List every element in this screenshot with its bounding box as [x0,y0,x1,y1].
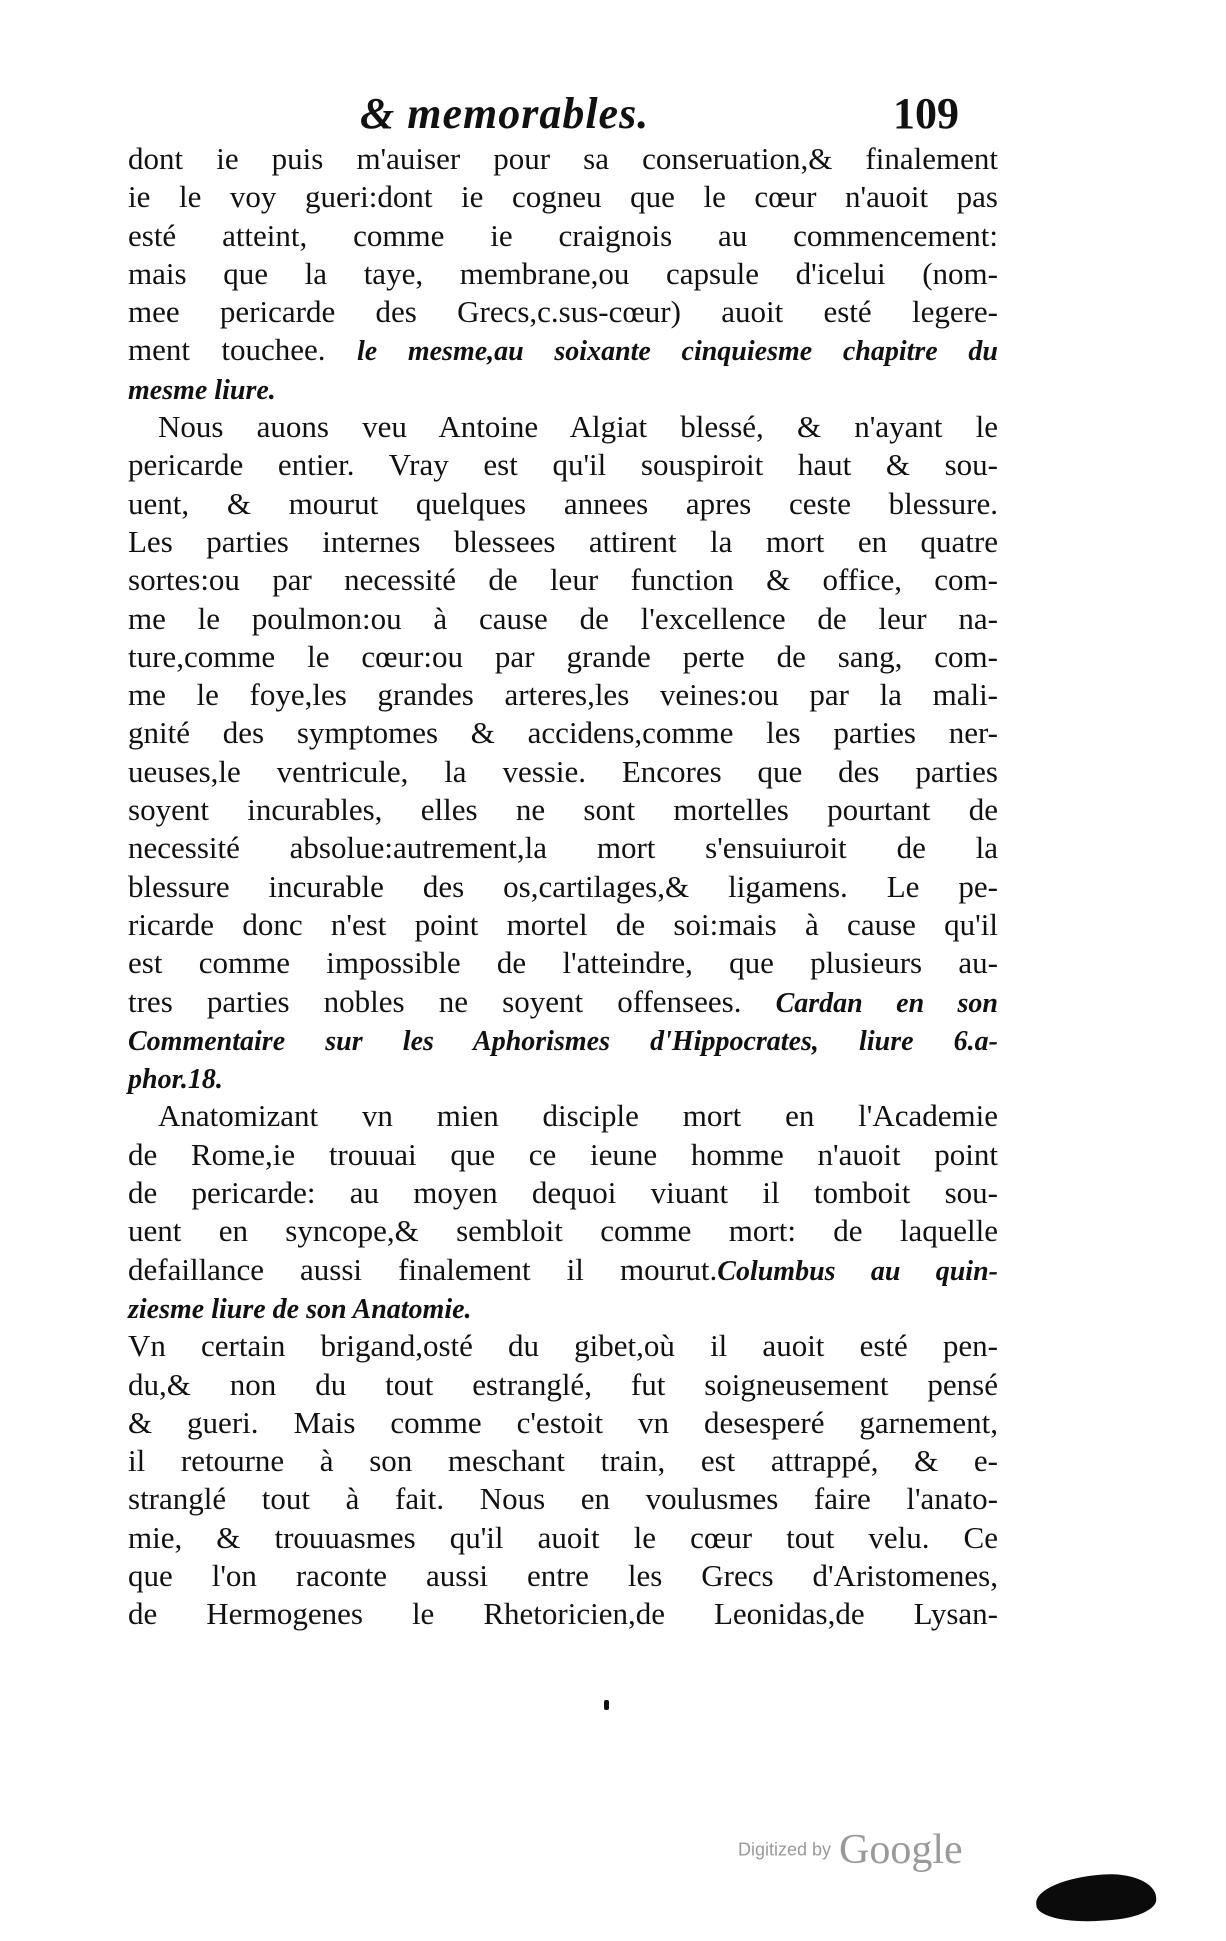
text-line-with-citation [128,983,998,1021]
running-title: & memorables. [360,89,650,138]
watermark-prefix: Digitized by [738,1839,832,1860]
text-line: soyent incurables, elles ne sont mortelles pourtant de [128,792,998,828]
text-line: blessure incurable des os,cartilages,& ligamens. Le pe- [128,868,998,904]
text-line: de Rome,ie trouuai que ce ieune homme n'auoit point [128,1136,998,1172]
text-line: que l'on raconte aussi entre les Grecs d'Aristomenes, [128,1557,998,1593]
text-line: est comme impossible de l'atteindre, que plusieurs au- [128,945,998,981]
text-line-with-citation [128,331,998,369]
citation-line [128,370,998,408]
text-line: de Hermogenes le Rhetoricien,de Leonidas,de Lysan- [128,1596,998,1632]
text-fragment: tres parties nobles ne soyent offensees. [128,983,742,1019]
ink-speck [604,1700,609,1710]
digitization-watermark [738,1826,963,1874]
watermark-brand: Google [839,1827,963,1873]
text-line: de pericarde: au moyen dequoi viuant il tomboit sou- [128,1175,998,1211]
page-number: 109 [893,89,959,138]
text-line: mee pericarde des Grecs,c.sus-cœur) auoit esté legere- [128,294,998,330]
citation: phor.18. [128,1064,223,1096]
text-line: ie le voy gueri:dont ie cogneu que le cœur n'auoit pas [128,179,998,215]
text-line: il retourne à son meschant train, est attrappé, & e- [128,1443,998,1479]
text-line: necessité absolue:autrement,la mort s'ensuiuroit de la [128,830,998,866]
text-line: me le poulmon:ou à cause de l'excellence de leur na- [128,600,998,636]
citation: ziesme liure de son Anatomie. [128,1293,472,1325]
text-line: esté atteint, comme ie craignois au commencement: [128,217,998,253]
citation-line [128,1289,998,1327]
text-line: dont ie puis m'auiser pour sa conseruation,& finalement [128,141,998,176]
citation: le mesme,au soixante cinquiesme chapitre du [356,336,998,368]
text-line: ueuses,le ventricule, la vessie. Encores que des parties [128,753,998,789]
text-fragment: ment touchee. [128,332,326,368]
text-line: stranglé tout à fait. Nous en voulusmes faire l'anato- [128,1481,998,1517]
text-line: gnité des symptomes & accidens,comme les parties ner- [128,715,998,751]
ink-blot [1035,1871,1158,1925]
text-line: ture,comme le cœur:ou par grande perte de sang, com- [128,638,998,674]
text-line: mie, & trouuasmes qu'il auoit le cœur tout velu. Ce [128,1519,998,1555]
text-line: Anatomizant vn mien disciple mort en l'Academie [158,1098,998,1134]
citation: Cardan en son [775,987,998,1019]
text-line: Vn certain brigand,osté du gibet,où il auoit esté pen- [128,1328,998,1364]
citation: Columbus au quin- [717,1255,998,1287]
text-line: uent, & mourut quelques annees apres ceste blessure. [128,485,998,521]
text-line: Les parties internes blessees attirent la mort en quatre [128,523,998,559]
citation: Commentaire sur les Aphorismes d'Hippocrates, liure 6.a- [128,1025,998,1057]
text-line: uent en syncope,& sembloit comme mort: de laquelle [128,1213,998,1249]
citation: mesme liure. [128,374,276,406]
text-fragment: defaillance aussi finalement il mourut. [128,1251,718,1287]
text-line: me le foye,les grandes arteres,les veines:ou par la mali- [128,677,998,713]
text-line: sortes:ou par necessité de leur function & office, com- [128,562,998,598]
text-line: mais que la taye, membrane,ou capsule d'icelui (nom- [128,255,998,291]
body-text [128,140,998,1634]
text-line: du,& non du tout estranglé, fut soigneusement pensé [128,1366,998,1402]
text-line: pericarde entier. Vray est qu'il souspiroit haut & sou- [128,447,998,483]
citation-line [128,1021,998,1059]
text-line: ricarde donc n'est point mortel de soi:mais à cause qu'il [128,906,998,942]
text-line: & gueri. Mais comme c'estoit vn desesperé garnement, [128,1404,998,1440]
text-line: Nous auons veu Antoine Algiat blessé, & n'ayant le [158,409,998,445]
text-line-with-citation [128,1251,998,1289]
running-head [0,88,1226,148]
citation-line [128,1059,998,1097]
